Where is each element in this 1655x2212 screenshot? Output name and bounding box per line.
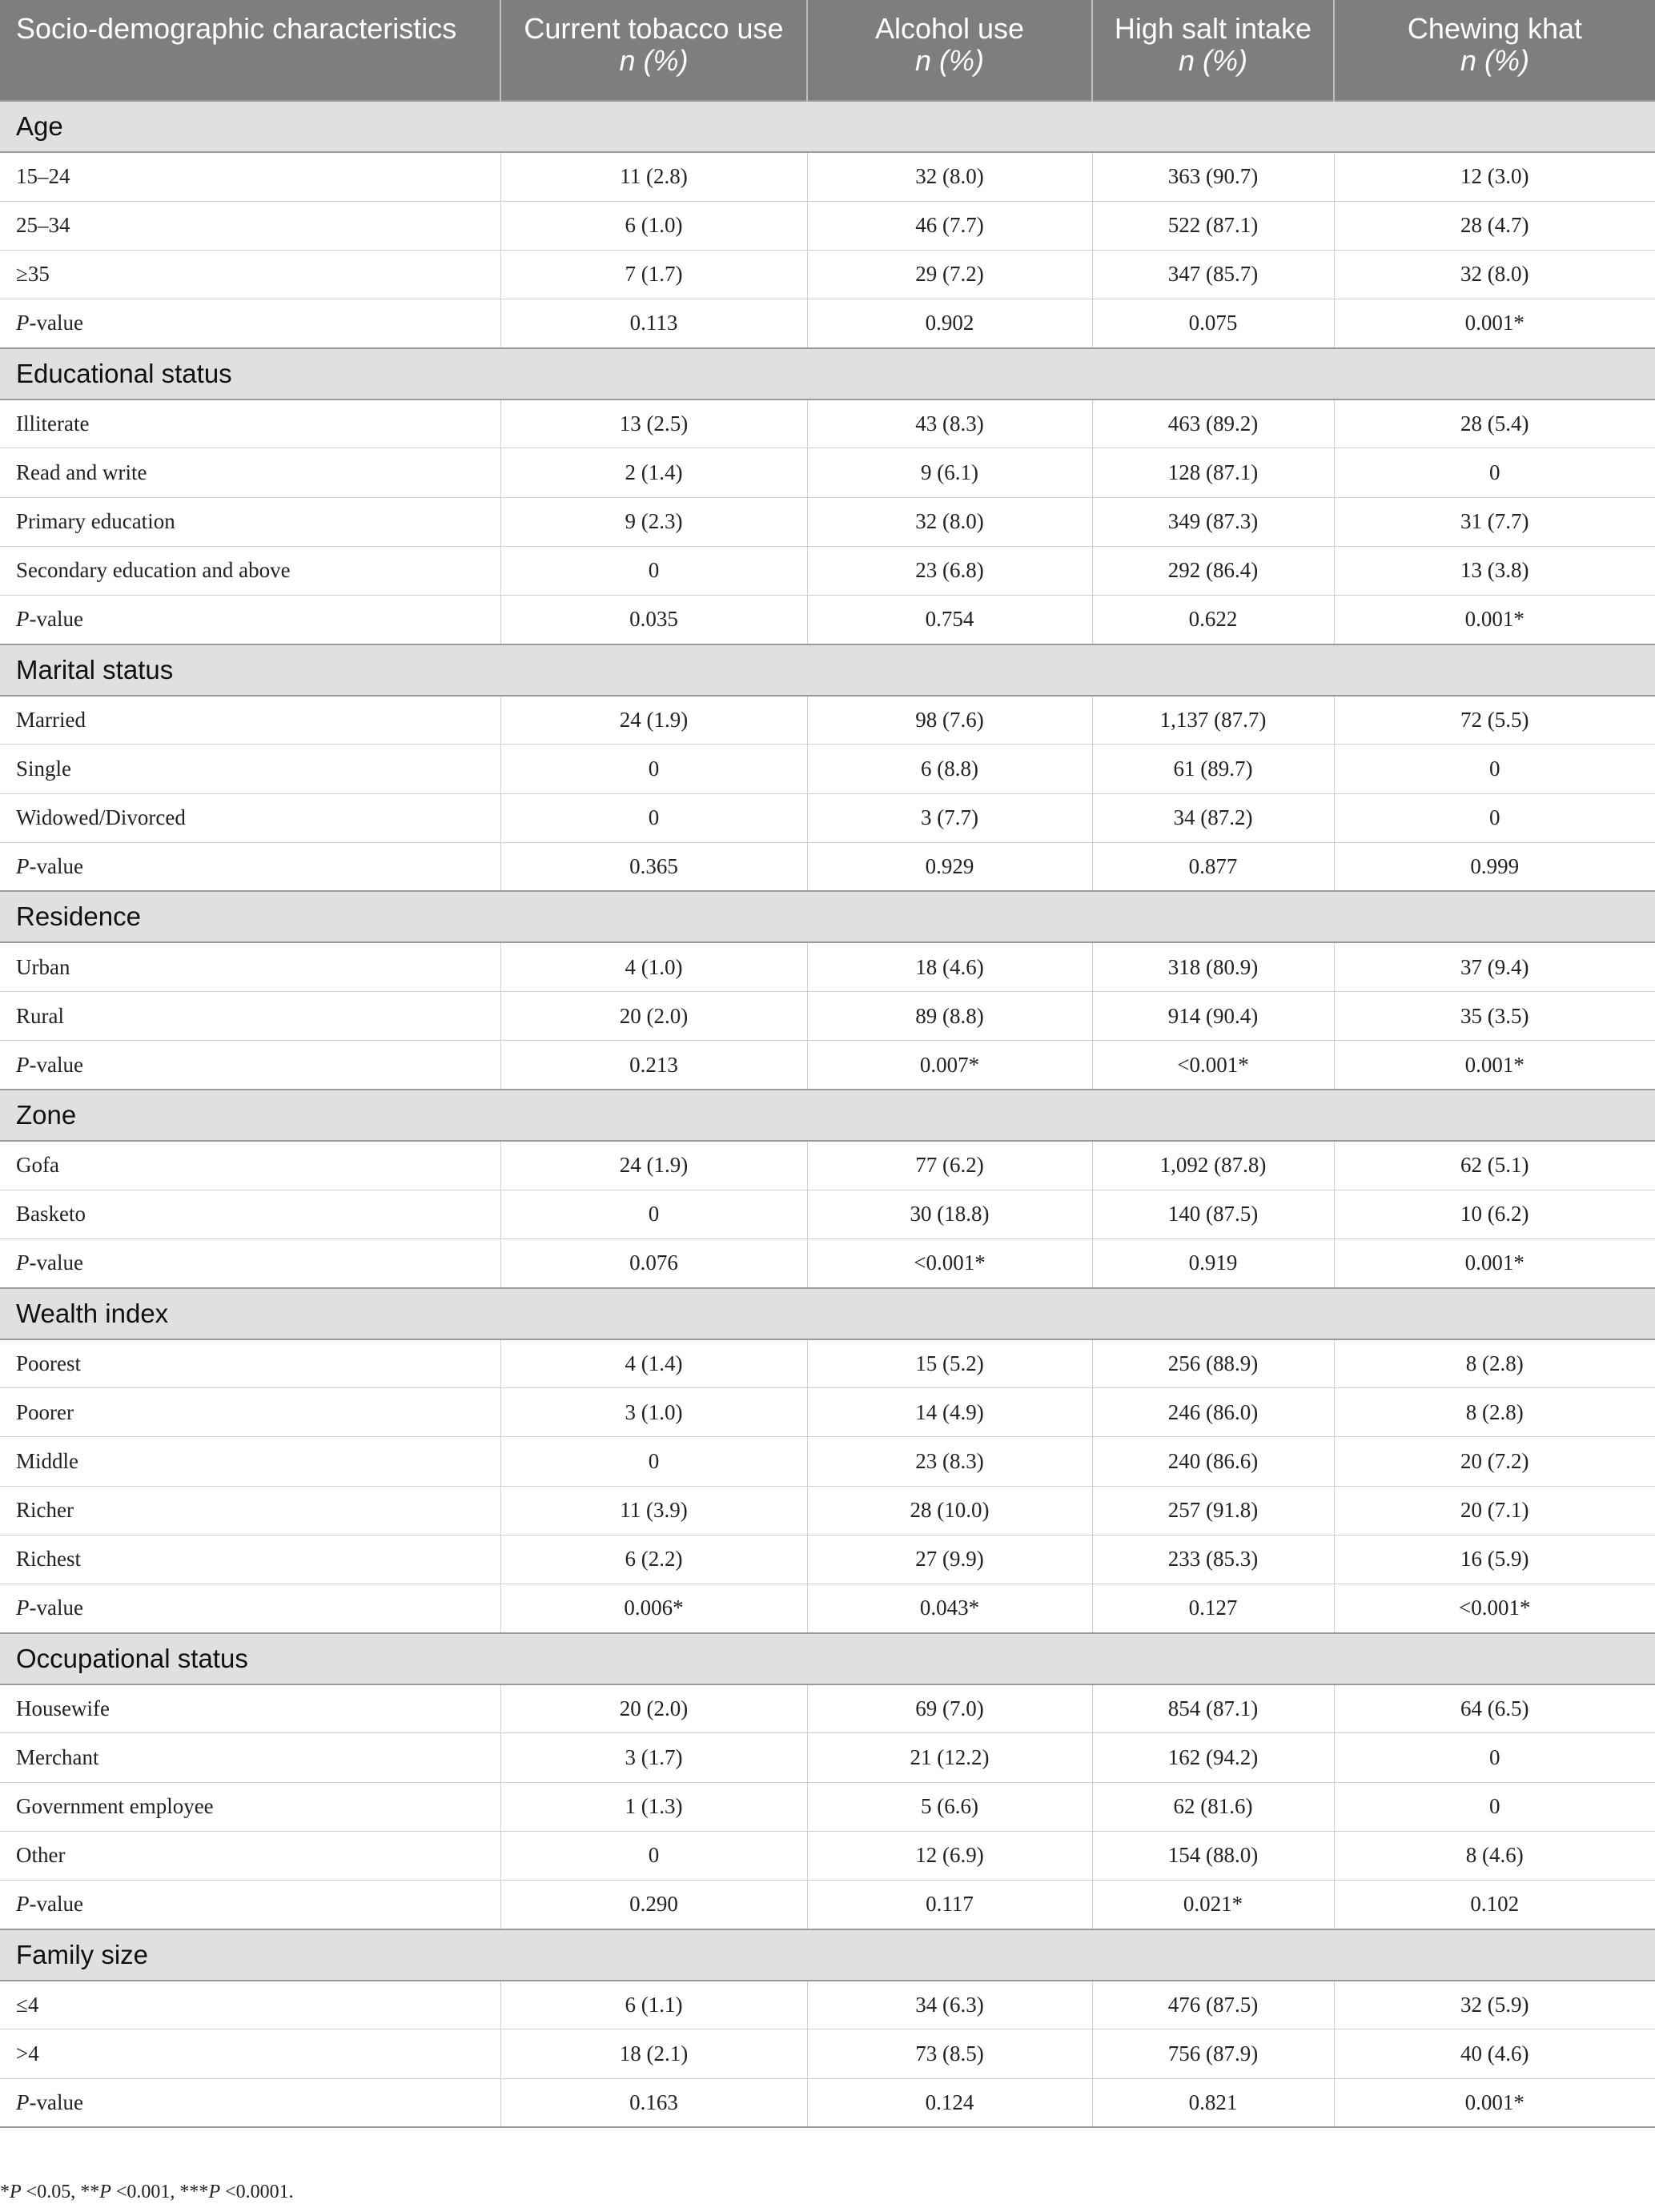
table-cell: 13 (3.8) bbox=[1334, 546, 1655, 595]
p-value-cell: 0.007* bbox=[807, 1041, 1092, 1090]
table-cell: 0 bbox=[500, 1190, 807, 1238]
table-row bbox=[0, 250, 1655, 299]
p-value-cell: 0.035 bbox=[500, 596, 807, 644]
table-cell: 37 (9.4) bbox=[1334, 942, 1655, 991]
p-label-suffix: -value bbox=[29, 1596, 83, 1620]
row-label: Primary education bbox=[0, 497, 500, 546]
row-label: Other bbox=[0, 1831, 500, 1880]
table-cell: 27 (9.9) bbox=[807, 1535, 1092, 1584]
table-cell: 28 (10.0) bbox=[807, 1486, 1092, 1535]
row-label: Read and write bbox=[0, 448, 500, 497]
table-cell: 256 (88.9) bbox=[1092, 1339, 1334, 1388]
table-row bbox=[0, 1437, 1655, 1486]
row-label: ≥35 bbox=[0, 250, 500, 299]
table-cell: 6 (1.0) bbox=[500, 201, 807, 250]
table-cell: 11 (3.9) bbox=[500, 1486, 807, 1535]
table-cell: 32 (8.0) bbox=[807, 152, 1092, 201]
section-header-row bbox=[0, 1288, 1655, 1339]
header-row bbox=[0, 0, 1655, 101]
p-value-row bbox=[0, 1041, 1655, 1090]
p-label-italic: P bbox=[16, 311, 30, 335]
table-cell: 0 bbox=[1334, 1733, 1655, 1782]
table-cell: 257 (91.8) bbox=[1092, 1486, 1334, 1535]
p-value-row bbox=[0, 1880, 1655, 1929]
row-label: Richest bbox=[0, 1535, 500, 1584]
table-footnote: *P <0.05, **P <0.001, ***P <0.0001. bbox=[0, 2182, 294, 2202]
table-cell: 914 (90.4) bbox=[1092, 992, 1334, 1041]
table-cell: 347 (85.7) bbox=[1092, 250, 1334, 299]
p-value-cell: 0.127 bbox=[1092, 1584, 1334, 1633]
column-header bbox=[0, 0, 500, 101]
table-cell: 34 (6.3) bbox=[807, 1981, 1092, 2029]
p-label-suffix: -value bbox=[29, 311, 83, 335]
p-value-row bbox=[0, 842, 1655, 891]
section-header-row bbox=[0, 644, 1655, 696]
p-value-cell: 0.001* bbox=[1334, 2078, 1655, 2127]
table-cell: 14 (4.9) bbox=[807, 1388, 1092, 1437]
table-row bbox=[0, 1190, 1655, 1238]
row-label: >4 bbox=[0, 2029, 500, 2078]
table-cell: 32 (8.0) bbox=[807, 497, 1092, 546]
table-cell: 2 (1.4) bbox=[500, 448, 807, 497]
table-cell: 10 (6.2) bbox=[1334, 1190, 1655, 1238]
table-cell: 1,092 (87.8) bbox=[1092, 1141, 1334, 1190]
section-header-row bbox=[0, 348, 1655, 399]
p-value-cell: <0.001* bbox=[1334, 1584, 1655, 1633]
p-value-cell: 0.021* bbox=[1092, 1880, 1334, 1929]
p-value-cell: 0.213 bbox=[500, 1041, 807, 1090]
p-value-label bbox=[0, 1584, 500, 1633]
section-header-row bbox=[0, 1633, 1655, 1684]
p-value-cell: 0.113 bbox=[500, 299, 807, 348]
column-header-label: Chewing khat bbox=[1407, 12, 1583, 45]
table-row bbox=[0, 1486, 1655, 1535]
p-label-suffix: -value bbox=[29, 1052, 83, 1077]
table-row bbox=[0, 1535, 1655, 1584]
table-cell: 0 bbox=[500, 546, 807, 595]
table-row bbox=[0, 942, 1655, 991]
p-label-italic: P bbox=[16, 1052, 30, 1077]
p-value-row bbox=[0, 299, 1655, 348]
section-header-row bbox=[0, 1090, 1655, 1141]
table-cell: 8 (4.6) bbox=[1334, 1831, 1655, 1880]
p-value-cell: 0.001* bbox=[1334, 596, 1655, 644]
p-label-italic: P bbox=[16, 854, 30, 879]
row-label: Merchant bbox=[0, 1733, 500, 1782]
table-cell: 349 (87.3) bbox=[1092, 497, 1334, 546]
table-cell: 34 (87.2) bbox=[1092, 793, 1334, 842]
p-value-cell: 0.290 bbox=[500, 1880, 807, 1929]
table-cell: 64 (6.5) bbox=[1334, 1684, 1655, 1733]
column-header-unit: n (%) bbox=[1460, 44, 1529, 77]
column-header-label: Alcohol use bbox=[874, 12, 1025, 45]
p-value-cell: 0.163 bbox=[500, 2078, 807, 2127]
column-header-label: Current tobacco use bbox=[524, 12, 784, 45]
p-value-cell: 0.001* bbox=[1334, 1238, 1655, 1287]
column-header-label: Socio-demographic characteristics bbox=[16, 12, 457, 45]
row-label: Rural bbox=[0, 992, 500, 1041]
table-cell: 756 (87.9) bbox=[1092, 2029, 1334, 2078]
table-cell: 62 (5.1) bbox=[1334, 1141, 1655, 1190]
p-value-cell: 0.821 bbox=[1092, 2078, 1334, 2127]
p-value-cell: 0.365 bbox=[500, 842, 807, 891]
table-row bbox=[0, 1831, 1655, 1880]
row-label: Illiterate bbox=[0, 399, 500, 448]
p-label-italic: P bbox=[16, 1251, 30, 1275]
row-label: Married bbox=[0, 696, 500, 745]
table-cell: 292 (86.4) bbox=[1092, 546, 1334, 595]
table-cell: 32 (8.0) bbox=[1334, 250, 1655, 299]
table-cell: 20 (7.1) bbox=[1334, 1486, 1655, 1535]
p-value-cell: 0.622 bbox=[1092, 596, 1334, 644]
p-label-suffix: -value bbox=[29, 1892, 83, 1917]
p-value-cell: 0.117 bbox=[807, 1880, 1092, 1929]
table-cell: 24 (1.9) bbox=[500, 1141, 807, 1190]
table-cell: 0 bbox=[500, 1437, 807, 1486]
table-row bbox=[0, 696, 1655, 745]
column-header bbox=[500, 0, 807, 101]
table-row bbox=[0, 1339, 1655, 1388]
table-cell: 46 (7.7) bbox=[807, 201, 1092, 250]
p-value-cell: 0.754 bbox=[807, 596, 1092, 644]
table-cell: 0 bbox=[1334, 745, 1655, 793]
table-header bbox=[0, 0, 1655, 101]
p-value-cell: 0.043* bbox=[807, 1584, 1092, 1633]
table-cell: 522 (87.1) bbox=[1092, 201, 1334, 250]
p-value-cell: 0.124 bbox=[807, 2078, 1092, 2127]
row-label: Secondary education and above bbox=[0, 546, 500, 595]
table-cell: 463 (89.2) bbox=[1092, 399, 1334, 448]
row-label: 25–34 bbox=[0, 201, 500, 250]
table-cell: 476 (87.5) bbox=[1092, 1981, 1334, 2029]
table-cell: 8 (2.8) bbox=[1334, 1339, 1655, 1388]
p-value-cell: 0.075 bbox=[1092, 299, 1334, 348]
p-label-suffix: -value bbox=[29, 854, 83, 879]
table-cell: 32 (5.9) bbox=[1334, 1981, 1655, 2029]
p-value-label bbox=[0, 596, 500, 644]
table-cell: 0 bbox=[1334, 448, 1655, 497]
p-value-cell: 0.999 bbox=[1334, 842, 1655, 891]
table-cell: 5 (6.6) bbox=[807, 1782, 1092, 1831]
section-title: Residence bbox=[0, 891, 1655, 942]
table-cell: 3 (7.7) bbox=[807, 793, 1092, 842]
table-cell: 1,137 (87.7) bbox=[1092, 696, 1334, 745]
table-row bbox=[0, 992, 1655, 1041]
table-cell: 15 (5.2) bbox=[807, 1339, 1092, 1388]
row-label: Widowed/Divorced bbox=[0, 793, 500, 842]
table-cell: 20 (2.0) bbox=[500, 1684, 807, 1733]
p-value-cell: 0.919 bbox=[1092, 1238, 1334, 1287]
table-cell: 16 (5.9) bbox=[1334, 1535, 1655, 1584]
table-row bbox=[0, 2029, 1655, 2078]
p-value-label bbox=[0, 2078, 500, 2127]
p-value-row bbox=[0, 596, 1655, 644]
table-cell: 24 (1.9) bbox=[500, 696, 807, 745]
p-value-cell: <0.001* bbox=[1092, 1041, 1334, 1090]
p-value-cell: <0.001* bbox=[807, 1238, 1092, 1287]
p-value-cell: 0.102 bbox=[1334, 1880, 1655, 1929]
table-cell: 73 (8.5) bbox=[807, 2029, 1092, 2078]
column-header-unit: n (%) bbox=[914, 44, 984, 77]
table-cell: 3 (1.7) bbox=[500, 1733, 807, 1782]
column-header-label: High salt intake bbox=[1114, 12, 1312, 45]
table-cell: 854 (87.1) bbox=[1092, 1684, 1334, 1733]
table-cell: 61 (89.7) bbox=[1092, 745, 1334, 793]
table-cell: 28 (4.7) bbox=[1334, 201, 1655, 250]
table-cell: 0 bbox=[1334, 793, 1655, 842]
table-cell: 3 (1.0) bbox=[500, 1388, 807, 1437]
table-body bbox=[0, 101, 1655, 2127]
table-cell: 28 (5.4) bbox=[1334, 399, 1655, 448]
table-cell: 23 (8.3) bbox=[807, 1437, 1092, 1486]
table-cell: 363 (90.7) bbox=[1092, 152, 1334, 201]
section-header-row bbox=[0, 891, 1655, 942]
row-label: Housewife bbox=[0, 1684, 500, 1733]
table-cell: 20 (7.2) bbox=[1334, 1437, 1655, 1486]
table-cell: 62 (81.6) bbox=[1092, 1782, 1334, 1831]
p-value-cell: 0.929 bbox=[807, 842, 1092, 891]
table-cell: 31 (7.7) bbox=[1334, 497, 1655, 546]
p-value-row bbox=[0, 1584, 1655, 1633]
table-cell: 0 bbox=[500, 745, 807, 793]
table-cell: 9 (2.3) bbox=[500, 497, 807, 546]
table-cell: 12 (3.0) bbox=[1334, 152, 1655, 201]
table-cell: 6 (8.8) bbox=[807, 745, 1092, 793]
p-value-label bbox=[0, 299, 500, 348]
p-label-italic: P bbox=[16, 1892, 30, 1917]
p-value-cell: 0.001* bbox=[1334, 1041, 1655, 1090]
table-row bbox=[0, 745, 1655, 793]
p-value-cell: 0.877 bbox=[1092, 842, 1334, 891]
table-row bbox=[0, 201, 1655, 250]
p-value-cell: 0.001* bbox=[1334, 299, 1655, 348]
table-cell: 6 (1.1) bbox=[500, 1981, 807, 2029]
table-cell: 318 (80.9) bbox=[1092, 942, 1334, 991]
p-value-cell: 0.076 bbox=[500, 1238, 807, 1287]
section-header-row bbox=[0, 101, 1655, 152]
row-label: ≤4 bbox=[0, 1981, 500, 2029]
table-cell: 128 (87.1) bbox=[1092, 448, 1334, 497]
column-header bbox=[807, 0, 1092, 101]
row-label: Gofa bbox=[0, 1141, 500, 1190]
row-label: Urban bbox=[0, 942, 500, 991]
p-label-suffix: -value bbox=[29, 1251, 83, 1275]
section-title: Zone bbox=[0, 1090, 1655, 1141]
table-cell: 8 (2.8) bbox=[1334, 1388, 1655, 1437]
table-row bbox=[0, 1782, 1655, 1831]
p-value-label bbox=[0, 1880, 500, 1929]
p-value-row bbox=[0, 2078, 1655, 2127]
row-label: Basketo bbox=[0, 1190, 500, 1238]
table-row bbox=[0, 1733, 1655, 1782]
p-label-italic: P bbox=[16, 1596, 30, 1620]
table-cell: 18 (4.6) bbox=[807, 942, 1092, 991]
table-cell: 0 bbox=[500, 1831, 807, 1880]
table-cell: 40 (4.6) bbox=[1334, 2029, 1655, 2078]
table-cell: 29 (7.2) bbox=[807, 250, 1092, 299]
table-row bbox=[0, 1684, 1655, 1733]
p-value-label bbox=[0, 1041, 500, 1090]
table-cell: 140 (87.5) bbox=[1092, 1190, 1334, 1238]
table-cell: 98 (7.6) bbox=[807, 696, 1092, 745]
column-header bbox=[1334, 0, 1655, 101]
table-row bbox=[0, 1388, 1655, 1437]
table-cell: 13 (2.5) bbox=[500, 399, 807, 448]
column-header-unit: n (%) bbox=[619, 44, 689, 77]
table-cell: 89 (8.8) bbox=[807, 992, 1092, 1041]
table-cell: 162 (94.2) bbox=[1092, 1733, 1334, 1782]
p-value-label bbox=[0, 1238, 500, 1287]
table-cell: 4 (1.4) bbox=[500, 1339, 807, 1388]
section-title: Age bbox=[0, 101, 1655, 152]
table-row bbox=[0, 497, 1655, 546]
table-row bbox=[0, 546, 1655, 595]
table-cell: 0 bbox=[500, 793, 807, 842]
table-cell: 4 (1.0) bbox=[500, 942, 807, 991]
table-row bbox=[0, 1981, 1655, 2029]
section-title: Educational status bbox=[0, 348, 1655, 399]
table-cell: 43 (8.3) bbox=[807, 399, 1092, 448]
row-label: Richer bbox=[0, 1486, 500, 1535]
p-label-suffix: -value bbox=[29, 607, 83, 632]
table-cell: 1 (1.3) bbox=[500, 1782, 807, 1831]
table-cell: 18 (2.1) bbox=[500, 2029, 807, 2078]
table-cell: 9 (6.1) bbox=[807, 448, 1092, 497]
section-title: Family size bbox=[0, 1929, 1655, 1981]
p-value-row bbox=[0, 1238, 1655, 1287]
table-cell: 72 (5.5) bbox=[1334, 696, 1655, 745]
column-header bbox=[1092, 0, 1334, 101]
p-value-cell: 0.902 bbox=[807, 299, 1092, 348]
row-label: Single bbox=[0, 745, 500, 793]
table-cell: 6 (2.2) bbox=[500, 1535, 807, 1584]
table-row bbox=[0, 793, 1655, 842]
row-label: 15–24 bbox=[0, 152, 500, 201]
table-row bbox=[0, 448, 1655, 497]
section-header-row bbox=[0, 1929, 1655, 1981]
table-cell: 69 (7.0) bbox=[807, 1684, 1092, 1733]
table-cell: 0 bbox=[1334, 1782, 1655, 1831]
table-cell: 77 (6.2) bbox=[807, 1141, 1092, 1190]
p-label-suffix: -value bbox=[29, 2090, 83, 2114]
table-cell: 233 (85.3) bbox=[1092, 1535, 1334, 1584]
row-label: Poorer bbox=[0, 1388, 500, 1437]
table-cell: 246 (86.0) bbox=[1092, 1388, 1334, 1437]
table-cell: 23 (6.8) bbox=[807, 546, 1092, 595]
table-cell: 30 (18.8) bbox=[807, 1190, 1092, 1238]
table-cell: 11 (2.8) bbox=[500, 152, 807, 201]
section-title: Marital status bbox=[0, 644, 1655, 696]
p-label-italic: P bbox=[16, 607, 30, 632]
table-cell: 154 (88.0) bbox=[1092, 1831, 1334, 1880]
row-label: Government employee bbox=[0, 1782, 500, 1831]
p-value-cell: 0.006* bbox=[500, 1584, 807, 1633]
table-cell: 20 (2.0) bbox=[500, 992, 807, 1041]
section-title: Wealth index bbox=[0, 1288, 1655, 1339]
p-value-label bbox=[0, 842, 500, 891]
row-label: Middle bbox=[0, 1437, 500, 1486]
row-label: Poorest bbox=[0, 1339, 500, 1388]
p-label-italic: P bbox=[16, 2090, 30, 2114]
table-cell: 12 (6.9) bbox=[807, 1831, 1092, 1880]
table-row bbox=[0, 1141, 1655, 1190]
table-row bbox=[0, 152, 1655, 201]
table-cell: 240 (86.6) bbox=[1092, 1437, 1334, 1486]
table-cell: 7 (1.7) bbox=[500, 250, 807, 299]
table-cell: 35 (3.5) bbox=[1334, 992, 1655, 1041]
table-row bbox=[0, 399, 1655, 448]
column-header-unit: n (%) bbox=[1178, 44, 1247, 77]
section-title: Occupational status bbox=[0, 1633, 1655, 1684]
table-cell: 21 (12.2) bbox=[807, 1733, 1092, 1782]
